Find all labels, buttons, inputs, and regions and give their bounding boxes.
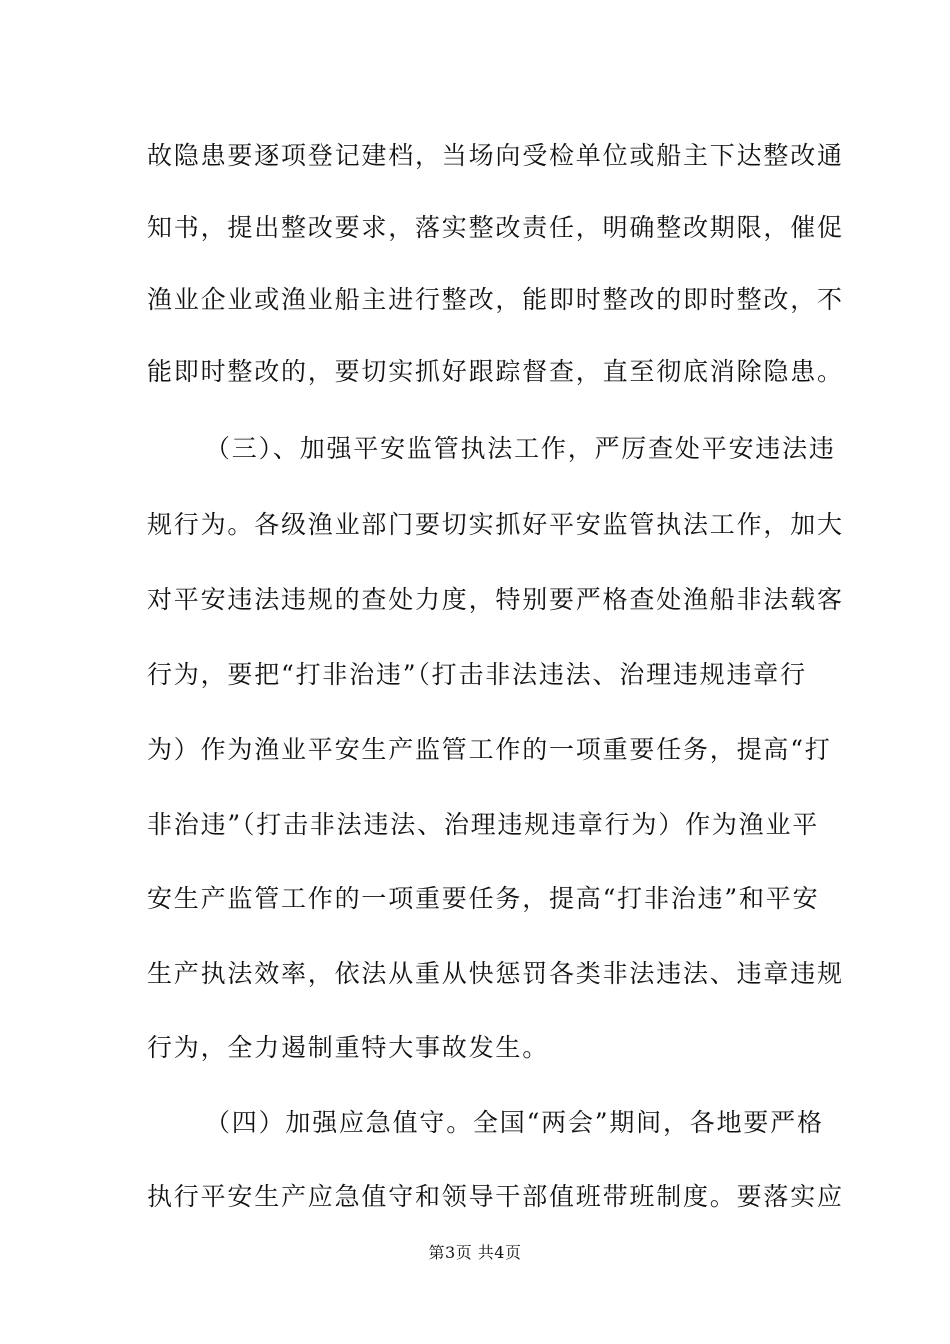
text-line-12: 生产执法效率，依法从重从快惩罚各类非法违法、违章违规: [147, 959, 844, 988]
text-line-9: 为）作为渔业平安生产监管工作的一项重要任务，提高“打: [147, 735, 832, 764]
text-line-5: （三）、加强平安监管执法工作，严厉查处平安违法违: [205, 434, 836, 463]
text-line-10: 非治违”（打击非法违法、治理违规违章行为）作为渔业平: [147, 810, 820, 839]
text-line-13: 行为，全力遏制重特大事故发生。: [147, 1033, 550, 1062]
page-number-footer: 第3页 共4页: [428, 1243, 522, 1262]
text-line-14: （四）加强应急值守。全国“两会”期间，各地要严格: [205, 1108, 824, 1137]
text-line-7: 对平安违法违规的查处力度，特别要严格查处渔船非法载客: [147, 585, 844, 614]
text-line-8: 行为，要把“打非治违”（打击非法违法、治理违规违章行: [147, 660, 807, 689]
text-line-11: 安生产监管工作的一项重要任务，提高“打非治违”和平安: [147, 884, 820, 913]
text-line-3: 渔业企业或渔业船主进行整改，能即时整改的即时整改，不: [147, 285, 844, 314]
text-line-15: 执行平安生产应急值守和领导干部值班带班制度。要落实应: [147, 1182, 844, 1211]
text-line-4: 能即时整改的，要切实抓好跟踪督查，直至彻底消除隐患。: [147, 357, 844, 386]
text-line-1: 故隐患要逐项登记建档，当场向受检单位或船主下达整改通: [147, 141, 844, 170]
text-line-6: 规行为。各级渔业部门要切实抓好平安监管执法工作，加大: [147, 510, 844, 539]
text-line-2: 知书，提出整改要求，落实整改责任，明确整改期限，催促: [147, 213, 844, 242]
